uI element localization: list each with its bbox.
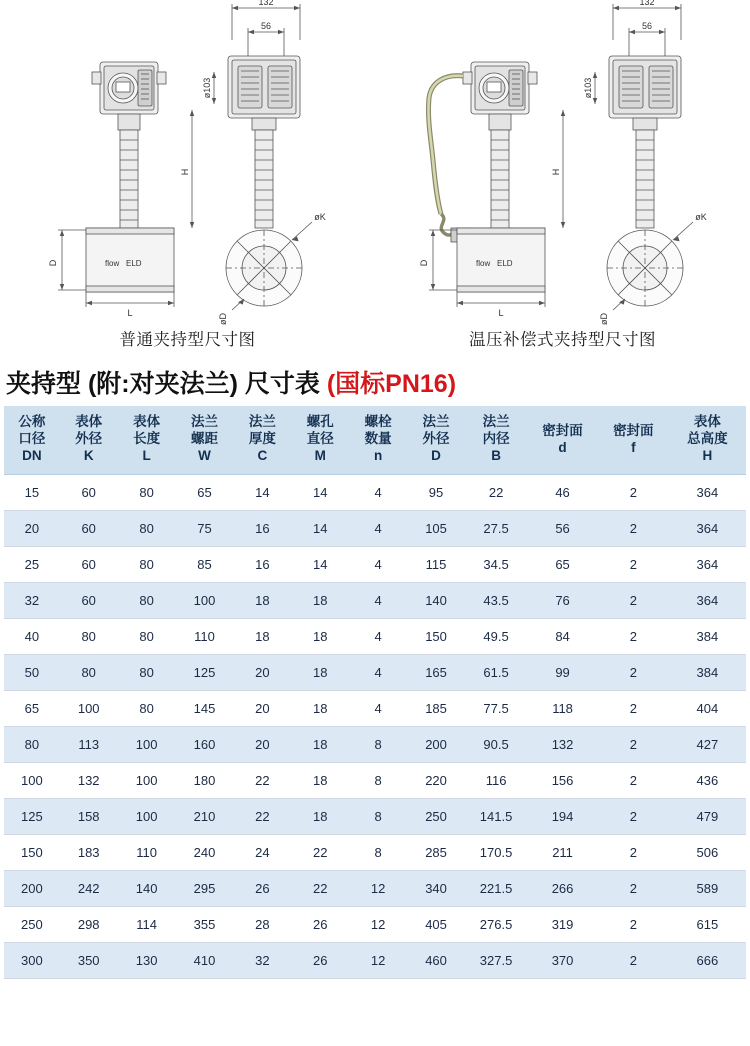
cell-h: 364 bbox=[669, 546, 746, 582]
cell-dn: 20 bbox=[4, 510, 60, 546]
cell-seal-d: 65 bbox=[527, 546, 598, 582]
cell-d: 115 bbox=[407, 546, 465, 582]
cell-b: 22 bbox=[465, 474, 527, 510]
cell-n: 8 bbox=[349, 762, 407, 798]
dim-inner-width-left: 56 bbox=[260, 21, 272, 31]
cell-seal-d: 211 bbox=[527, 834, 598, 870]
col-header-d: 法兰 外径 D bbox=[407, 406, 465, 474]
cell-n: 4 bbox=[349, 474, 407, 510]
cell-m: 18 bbox=[291, 618, 349, 654]
cell-k: 60 bbox=[60, 510, 118, 546]
cell-seal-d: 194 bbox=[527, 798, 598, 834]
cell-w: 85 bbox=[176, 546, 234, 582]
cell-d: 185 bbox=[407, 690, 465, 726]
cell-m: 14 bbox=[291, 510, 349, 546]
cell-w: 65 bbox=[176, 474, 234, 510]
cell-seal-f: 2 bbox=[598, 654, 669, 690]
cell-b: 141.5 bbox=[465, 798, 527, 834]
cell-k: 242 bbox=[60, 870, 118, 906]
section-title-accent: (国标PN16) bbox=[326, 370, 457, 398]
cell-c: 20 bbox=[233, 690, 291, 726]
table-row bbox=[4, 654, 746, 690]
cell-dn: 150 bbox=[4, 834, 60, 870]
cell-b: 90.5 bbox=[465, 726, 527, 762]
cell-seal-f: 2 bbox=[598, 726, 669, 762]
cell-w: 75 bbox=[176, 510, 234, 546]
cell-seal-f: 2 bbox=[598, 762, 669, 798]
table-row bbox=[4, 690, 746, 726]
cell-seal-f: 2 bbox=[598, 690, 669, 726]
cell-k: 113 bbox=[60, 726, 118, 762]
cell-k: 60 bbox=[60, 582, 118, 618]
cell-c: 28 bbox=[233, 906, 291, 942]
cell-m: 18 bbox=[291, 798, 349, 834]
table-header-row bbox=[4, 406, 746, 474]
cell-d: 405 bbox=[407, 906, 465, 942]
table-row bbox=[4, 762, 746, 798]
dim-height-left: H bbox=[180, 168, 190, 176]
cell-n: 12 bbox=[349, 870, 407, 906]
cell-m: 18 bbox=[291, 726, 349, 762]
cell-w: 160 bbox=[176, 726, 234, 762]
cell-l: 100 bbox=[118, 726, 176, 762]
cell-c: 26 bbox=[233, 870, 291, 906]
col-header-dn: 公称 口径 DN bbox=[4, 406, 60, 474]
cell-seal-d: 132 bbox=[527, 726, 598, 762]
cell-d: 95 bbox=[407, 474, 465, 510]
table-row bbox=[4, 546, 746, 582]
cell-m: 18 bbox=[291, 654, 349, 690]
cell-n: 12 bbox=[349, 942, 407, 978]
table-row bbox=[4, 798, 746, 834]
cell-l: 100 bbox=[118, 798, 176, 834]
dim-body-l-right: L bbox=[498, 308, 504, 318]
cell-h: 364 bbox=[669, 510, 746, 546]
cell-seal-d: 118 bbox=[527, 690, 598, 726]
cell-h: 384 bbox=[669, 654, 746, 690]
dim-diameter-left: ø103 bbox=[202, 77, 212, 99]
cell-h: 364 bbox=[669, 582, 746, 618]
col-header-l: 表体 长度 L bbox=[118, 406, 176, 474]
cell-c: 22 bbox=[233, 798, 291, 834]
cell-b: 34.5 bbox=[465, 546, 527, 582]
cell-b: 49.5 bbox=[465, 618, 527, 654]
cell-seal-d: 319 bbox=[527, 906, 598, 942]
cell-dn: 50 bbox=[4, 654, 60, 690]
cell-b: 221.5 bbox=[465, 870, 527, 906]
cell-l: 80 bbox=[118, 474, 176, 510]
cell-l: 140 bbox=[118, 870, 176, 906]
cell-d: 140 bbox=[407, 582, 465, 618]
cell-k: 132 bbox=[60, 762, 118, 798]
cell-c: 14 bbox=[233, 474, 291, 510]
cell-n: 4 bbox=[349, 618, 407, 654]
cell-d: 220 bbox=[407, 762, 465, 798]
cell-seal-d: 76 bbox=[527, 582, 598, 618]
cell-b: 327.5 bbox=[465, 942, 527, 978]
table-row bbox=[4, 474, 746, 510]
cell-w: 240 bbox=[176, 834, 234, 870]
cell-w: 355 bbox=[176, 906, 234, 942]
diagram-standard-clamp-svg bbox=[0, 0, 375, 330]
cell-m: 22 bbox=[291, 870, 349, 906]
cell-l: 80 bbox=[118, 618, 176, 654]
cell-n: 8 bbox=[349, 798, 407, 834]
cell-l: 80 bbox=[118, 654, 176, 690]
table-row bbox=[4, 726, 746, 762]
dim-bolt-circle-left: øK bbox=[314, 212, 326, 222]
svg-text:ELD: ELD bbox=[497, 259, 513, 268]
col-header-w: 法兰 螺距 W bbox=[176, 406, 234, 474]
cell-l: 100 bbox=[118, 762, 176, 798]
section-title-main: 夹持型 (附:对夹法兰) 尺寸表 bbox=[6, 370, 327, 398]
cell-w: 100 bbox=[176, 582, 234, 618]
svg-text:flow: flow bbox=[476, 259, 491, 268]
cell-h: 615 bbox=[669, 906, 746, 942]
cell-d: 105 bbox=[407, 510, 465, 546]
cell-n: 4 bbox=[349, 582, 407, 618]
table-row bbox=[4, 870, 746, 906]
cell-m: 26 bbox=[291, 906, 349, 942]
cell-d: 340 bbox=[407, 870, 465, 906]
cell-n: 4 bbox=[349, 546, 407, 582]
cell-seal-d: 84 bbox=[527, 618, 598, 654]
diagram-temp-pressure-clamp bbox=[375, 0, 750, 360]
cell-w: 145 bbox=[176, 690, 234, 726]
dim-diameter-right: ø103 bbox=[583, 77, 593, 99]
cell-dn: 100 bbox=[4, 762, 60, 798]
cell-n: 4 bbox=[349, 654, 407, 690]
dim-body-d-left: D bbox=[48, 259, 58, 267]
dim-body-l-left: L bbox=[127, 308, 133, 318]
cell-h: 506 bbox=[669, 834, 746, 870]
cell-seal-d: 56 bbox=[527, 510, 598, 546]
col-header-c: 法兰 厚度 C bbox=[233, 406, 291, 474]
cell-c: 18 bbox=[233, 582, 291, 618]
cell-w: 210 bbox=[176, 798, 234, 834]
spec-table bbox=[4, 406, 746, 979]
cell-seal-d: 99 bbox=[527, 654, 598, 690]
cell-b: 43.5 bbox=[465, 582, 527, 618]
cell-h: 436 bbox=[669, 762, 746, 798]
cell-b: 170.5 bbox=[465, 834, 527, 870]
cell-seal-d: 46 bbox=[527, 474, 598, 510]
cell-w: 295 bbox=[176, 870, 234, 906]
cell-c: 20 bbox=[233, 654, 291, 690]
cell-l: 114 bbox=[118, 906, 176, 942]
cell-h: 427 bbox=[669, 726, 746, 762]
cell-b: 116 bbox=[465, 762, 527, 798]
cell-dn: 125 bbox=[4, 798, 60, 834]
cell-k: 80 bbox=[60, 654, 118, 690]
cell-seal-f: 2 bbox=[598, 798, 669, 834]
col-header-b: 法兰 内径 B bbox=[465, 406, 527, 474]
cell-seal-f: 2 bbox=[598, 546, 669, 582]
cell-seal-d: 266 bbox=[527, 870, 598, 906]
cell-dn: 300 bbox=[4, 942, 60, 978]
col-header-seal-d: 密封面 d bbox=[527, 406, 598, 474]
col-header-k: 表体 外径 K bbox=[60, 406, 118, 474]
cell-n: 12 bbox=[349, 906, 407, 942]
cell-seal-f: 2 bbox=[598, 870, 669, 906]
dim-bolt-circle-right: øK bbox=[695, 212, 707, 222]
cell-seal-f: 2 bbox=[598, 906, 669, 942]
cell-m: 18 bbox=[291, 762, 349, 798]
dim-inner-width-right: 56 bbox=[641, 21, 653, 31]
cell-b: 77.5 bbox=[465, 690, 527, 726]
cell-k: 60 bbox=[60, 546, 118, 582]
cell-l: 80 bbox=[118, 510, 176, 546]
cell-c: 20 bbox=[233, 726, 291, 762]
cell-k: 100 bbox=[60, 690, 118, 726]
cell-c: 16 bbox=[233, 510, 291, 546]
cell-l: 110 bbox=[118, 834, 176, 870]
cell-d: 150 bbox=[407, 618, 465, 654]
cell-b: 276.5 bbox=[465, 906, 527, 942]
cell-seal-f: 2 bbox=[598, 834, 669, 870]
cell-m: 22 bbox=[291, 834, 349, 870]
cell-d: 200 bbox=[407, 726, 465, 762]
caption-temp-pressure-clamp: 温压补偿式夹持型尺寸图 bbox=[469, 331, 656, 349]
table-row bbox=[4, 582, 746, 618]
cell-n: 4 bbox=[349, 510, 407, 546]
diagram-temp-pressure-clamp-svg bbox=[375, 0, 750, 330]
cell-w: 410 bbox=[176, 942, 234, 978]
dim-body-d-right: D bbox=[419, 259, 429, 267]
cell-d: 285 bbox=[407, 834, 465, 870]
cell-k: 60 bbox=[60, 474, 118, 510]
cell-c: 18 bbox=[233, 618, 291, 654]
cell-dn: 65 bbox=[4, 690, 60, 726]
cell-m: 14 bbox=[291, 546, 349, 582]
drawing-area bbox=[0, 0, 750, 360]
cell-n: 8 bbox=[349, 726, 407, 762]
cell-w: 110 bbox=[176, 618, 234, 654]
diagram-standard-clamp bbox=[0, 0, 375, 360]
cell-l: 80 bbox=[118, 690, 176, 726]
col-header-n: 螺栓 数量 n bbox=[349, 406, 407, 474]
cell-n: 4 bbox=[349, 690, 407, 726]
table-row bbox=[4, 618, 746, 654]
cell-dn: 32 bbox=[4, 582, 60, 618]
cell-seal-f: 2 bbox=[598, 474, 669, 510]
cell-w: 125 bbox=[176, 654, 234, 690]
cell-h: 364 bbox=[669, 474, 746, 510]
cell-k: 350 bbox=[60, 942, 118, 978]
dim-top-width-left: 132 bbox=[258, 0, 274, 7]
cell-seal-f: 2 bbox=[598, 618, 669, 654]
cell-seal-f: 2 bbox=[598, 582, 669, 618]
cell-l: 80 bbox=[118, 546, 176, 582]
cell-seal-d: 370 bbox=[527, 942, 598, 978]
cell-m: 18 bbox=[291, 582, 349, 618]
dim-height-right: H bbox=[551, 168, 561, 176]
cell-c: 32 bbox=[233, 942, 291, 978]
col-header-m: 螺孔 直径 M bbox=[291, 406, 349, 474]
cell-b: 61.5 bbox=[465, 654, 527, 690]
table-row bbox=[4, 510, 746, 546]
table-row bbox=[4, 942, 746, 978]
caption-standard-clamp: 普通夹持型尺寸图 bbox=[119, 331, 256, 349]
dim-flange-od-right: øD bbox=[599, 313, 609, 325]
cell-h: 479 bbox=[669, 798, 746, 834]
cell-m: 18 bbox=[291, 690, 349, 726]
cell-dn: 15 bbox=[4, 474, 60, 510]
cell-dn: 250 bbox=[4, 906, 60, 942]
cell-seal-f: 2 bbox=[598, 510, 669, 546]
table-row bbox=[4, 834, 746, 870]
cell-l: 130 bbox=[118, 942, 176, 978]
cell-h: 666 bbox=[669, 942, 746, 978]
cell-h: 589 bbox=[669, 870, 746, 906]
section-title bbox=[6, 364, 750, 400]
cell-d: 165 bbox=[407, 654, 465, 690]
cell-dn: 40 bbox=[4, 618, 60, 654]
col-header-seal-f: 密封面 f bbox=[598, 406, 669, 474]
cell-seal-f: 2 bbox=[598, 942, 669, 978]
cell-h: 404 bbox=[669, 690, 746, 726]
cell-dn: 200 bbox=[4, 870, 60, 906]
cell-dn: 80 bbox=[4, 726, 60, 762]
svg-text:flow: flow bbox=[105, 259, 120, 268]
cell-m: 26 bbox=[291, 942, 349, 978]
cell-c: 24 bbox=[233, 834, 291, 870]
cell-m: 14 bbox=[291, 474, 349, 510]
cell-c: 22 bbox=[233, 762, 291, 798]
table-row bbox=[4, 906, 746, 942]
cell-h: 384 bbox=[669, 618, 746, 654]
cell-n: 8 bbox=[349, 834, 407, 870]
svg-text:ELD: ELD bbox=[126, 259, 142, 268]
cell-k: 80 bbox=[60, 618, 118, 654]
cell-l: 80 bbox=[118, 582, 176, 618]
cell-k: 158 bbox=[60, 798, 118, 834]
cell-d: 460 bbox=[407, 942, 465, 978]
cell-d: 250 bbox=[407, 798, 465, 834]
cell-seal-d: 156 bbox=[527, 762, 598, 798]
dim-top-width-right: 132 bbox=[639, 0, 655, 7]
cell-k: 183 bbox=[60, 834, 118, 870]
col-header-h: 表体 总高度 H bbox=[669, 406, 746, 474]
cell-b: 27.5 bbox=[465, 510, 527, 546]
cell-dn: 25 bbox=[4, 546, 60, 582]
dim-flange-od-left: øD bbox=[218, 313, 228, 325]
cell-k: 298 bbox=[60, 906, 118, 942]
cell-w: 180 bbox=[176, 762, 234, 798]
cell-c: 16 bbox=[233, 546, 291, 582]
